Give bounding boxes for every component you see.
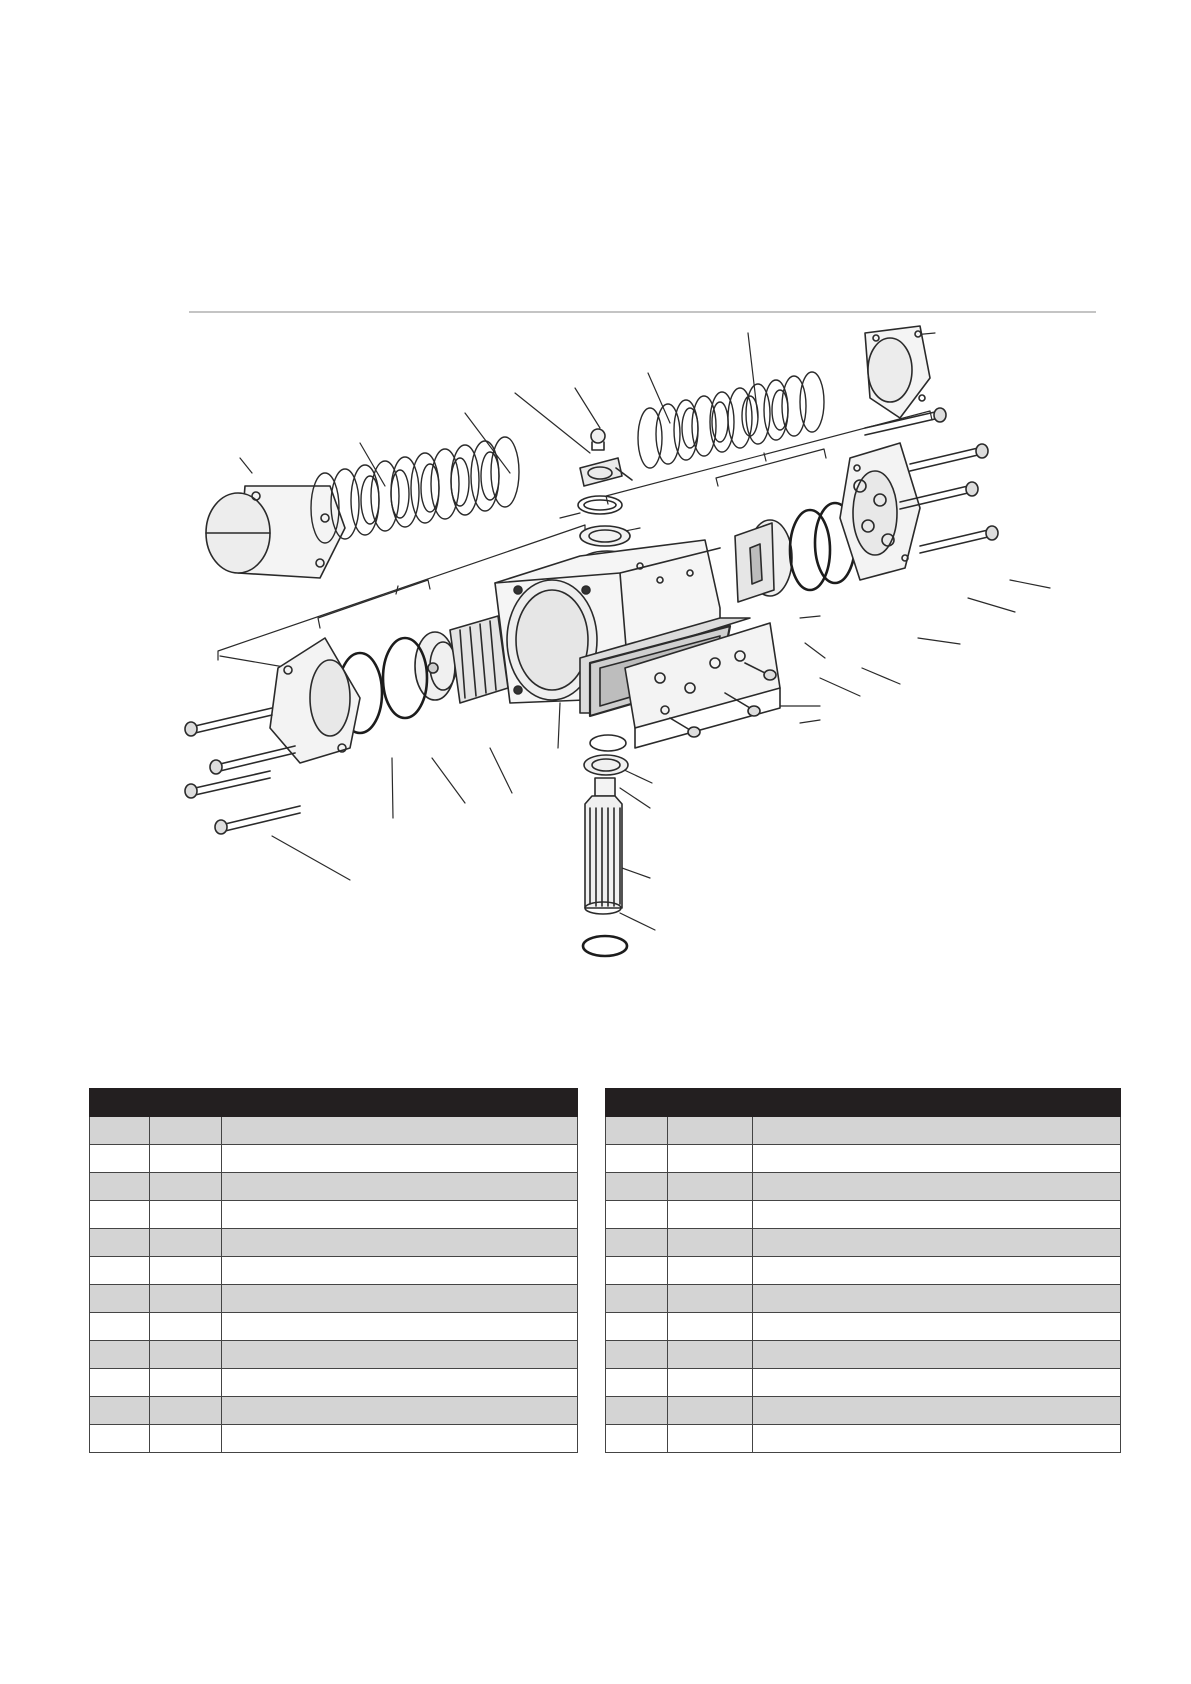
column-header [150,1089,222,1117]
table-cell [150,1145,222,1173]
table-cell [606,1257,668,1285]
pinion-shaft [583,735,628,956]
column-header [222,1089,578,1117]
table-cell [222,1201,578,1229]
table-cell [222,1145,578,1173]
parts-table-right [605,1088,1121,1453]
table-cell [222,1397,578,1425]
table-row [606,1341,1121,1369]
table-cell [753,1145,1121,1173]
table-cell [90,1117,150,1145]
table-cell [606,1313,668,1341]
table-row [606,1425,1121,1453]
table-cell [606,1369,668,1397]
table-cell [150,1257,222,1285]
table-cell [606,1341,668,1369]
table-cell [222,1425,578,1453]
table-cell [222,1341,578,1369]
right-springs [638,372,824,468]
table-cell [753,1173,1121,1201]
table-row [90,1285,578,1313]
column-header [668,1089,753,1117]
table-cell [150,1425,222,1453]
table-cell [222,1285,578,1313]
table-row [606,1173,1121,1201]
table-cell [150,1341,222,1369]
table-row [90,1257,578,1285]
exploded-view-drawing [160,318,1100,978]
column-header [606,1089,668,1117]
table-cell [150,1229,222,1257]
table-row [606,1257,1121,1285]
table-cell [606,1397,668,1425]
table-cell [753,1285,1121,1313]
table-cell [90,1341,150,1369]
table-cell [150,1397,222,1425]
table-row [606,1313,1121,1341]
table-row [90,1341,578,1369]
table-row [90,1173,578,1201]
table-row [90,1201,578,1229]
table-cell [150,1117,222,1145]
table-cell [90,1313,150,1341]
table-row [606,1145,1121,1173]
table-cell [668,1397,753,1425]
right-piston [735,520,792,602]
table-cell [606,1425,668,1453]
table-cell [150,1369,222,1397]
table-cell [90,1173,150,1201]
table-cell [90,1145,150,1173]
table-cell [668,1117,753,1145]
table-cell [753,1201,1121,1229]
table-row [90,1397,578,1425]
table-cell [753,1313,1121,1341]
top-right-cap [865,326,930,418]
table-cell [150,1173,222,1201]
table-row [90,1229,578,1257]
table-cell [90,1285,150,1313]
table-cell [753,1397,1121,1425]
table-cell [668,1229,753,1257]
table-cell [222,1173,578,1201]
table-cell [150,1313,222,1341]
table-cell [90,1397,150,1425]
table-cell [668,1425,753,1453]
table-cell [606,1117,668,1145]
table-row [606,1369,1121,1397]
table-row [606,1229,1121,1257]
table-cell [668,1145,753,1173]
table-cell [668,1341,753,1369]
table-cell [668,1369,753,1397]
left-end-cap [206,486,345,578]
table-row [90,1145,578,1173]
table-cell [606,1173,668,1201]
table-cell [90,1257,150,1285]
table-cell [606,1201,668,1229]
table-row [90,1117,578,1145]
column-header [753,1089,1121,1117]
table-row [606,1397,1121,1425]
table-cell [606,1285,668,1313]
table-row [90,1313,578,1341]
table-cell [222,1369,578,1397]
table-cell [753,1229,1121,1257]
table-cell [90,1369,150,1397]
table-row [606,1117,1121,1145]
table-header-row [606,1089,1121,1117]
table-row [606,1285,1121,1313]
table-header-row [90,1089,578,1117]
table-cell [222,1313,578,1341]
left-end-plate [270,638,360,763]
table-row [90,1369,578,1397]
table-cell [668,1201,753,1229]
table-cell [90,1201,150,1229]
table-cell [668,1173,753,1201]
table-cell [90,1229,150,1257]
table-cell [753,1257,1121,1285]
table-row [90,1425,578,1453]
table-cell [150,1285,222,1313]
table-cell [668,1313,753,1341]
column-header [90,1089,150,1117]
table-cell [753,1369,1121,1397]
table-cell [222,1257,578,1285]
table-cell [668,1285,753,1313]
table-cell [606,1229,668,1257]
table-cell [753,1341,1121,1369]
table-row [606,1201,1121,1229]
table-cell [90,1425,150,1453]
table-cell [606,1145,668,1173]
header-rule [189,311,1096,313]
parts-table-left [89,1088,578,1453]
table-cell [222,1117,578,1145]
table-cell [222,1229,578,1257]
left-piston [415,616,508,703]
table-cell [668,1257,753,1285]
table-cell [753,1425,1121,1453]
table-cell [150,1201,222,1229]
table-cell [753,1117,1121,1145]
